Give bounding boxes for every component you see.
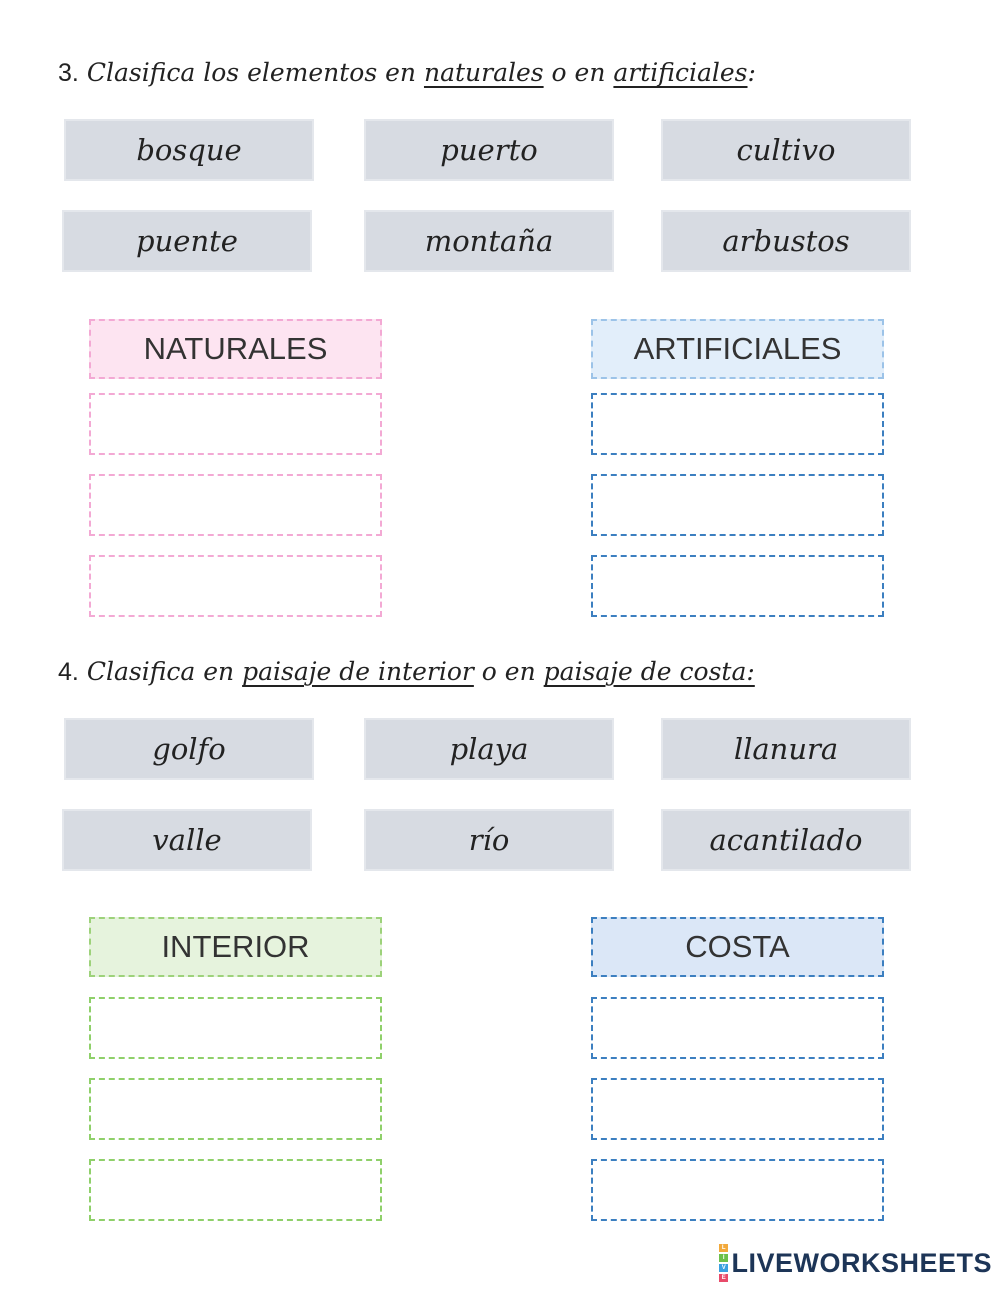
costa-drop-zone[interactable] xyxy=(591,1159,884,1221)
liveworksheets-logo-icon xyxy=(719,1243,728,1283)
interior-header: INTERIOR xyxy=(89,917,382,977)
title-underlined: naturales xyxy=(423,58,544,87)
question-number: 4. xyxy=(58,658,79,686)
word-card[interactable]: bosque xyxy=(64,119,314,181)
naturales-drop-zone[interactable] xyxy=(89,555,382,617)
word-card[interactable]: río xyxy=(364,809,614,871)
logo-letter: I xyxy=(719,1254,728,1262)
brand-name: LIVEWORKSHEETS xyxy=(731,1247,992,1278)
word-card[interactable]: arbustos xyxy=(661,210,911,272)
artificiales-drop-zone[interactable] xyxy=(591,393,884,455)
word-card[interactable]: llanura xyxy=(661,718,911,780)
naturales-header: NATURALES xyxy=(89,319,382,379)
word-card[interactable]: cultivo xyxy=(661,119,911,181)
title-underlined: paisaje de costa: xyxy=(543,657,755,686)
title-text: o en xyxy=(473,657,544,686)
artificiales-header: ARTIFICIALES xyxy=(591,319,884,379)
naturales-drop-zone[interactable] xyxy=(89,474,382,536)
word-card[interactable]: playa xyxy=(364,718,614,780)
costa-header: COSTA xyxy=(591,917,884,977)
question-number: 3. xyxy=(58,59,79,87)
naturales-drop-zone[interactable] xyxy=(89,393,382,455)
artificiales-drop-zone[interactable] xyxy=(591,555,884,617)
word-card[interactable]: montaña xyxy=(364,210,614,272)
title-text: Clasifica en xyxy=(86,657,243,686)
word-card[interactable]: golfo xyxy=(64,718,314,780)
word-card[interactable]: puerto xyxy=(364,119,614,181)
word-card[interactable]: valle xyxy=(62,809,312,871)
costa-drop-zone[interactable] xyxy=(591,1078,884,1140)
logo-letter: L xyxy=(719,1244,728,1252)
title-underlined: artificiales xyxy=(613,58,748,87)
interior-drop-zone[interactable] xyxy=(89,1078,382,1140)
title-underlined: paisaje de interior xyxy=(242,657,474,686)
title-text: o en xyxy=(543,58,614,87)
artificiales-drop-zone[interactable] xyxy=(591,474,884,536)
title-text: Clasifica los elementos en xyxy=(86,58,424,87)
interior-drop-zone[interactable] xyxy=(89,1159,382,1221)
question-4-title xyxy=(58,657,755,687)
word-card[interactable]: puente xyxy=(62,210,312,272)
question-3-title xyxy=(58,58,756,88)
liveworksheets-brand xyxy=(719,1243,992,1283)
logo-letter: V xyxy=(719,1264,728,1272)
interior-drop-zone[interactable] xyxy=(89,997,382,1059)
word-card[interactable]: acantilado xyxy=(661,809,911,871)
title-text: : xyxy=(747,58,756,87)
logo-letter: E xyxy=(719,1274,728,1282)
costa-drop-zone[interactable] xyxy=(591,997,884,1059)
